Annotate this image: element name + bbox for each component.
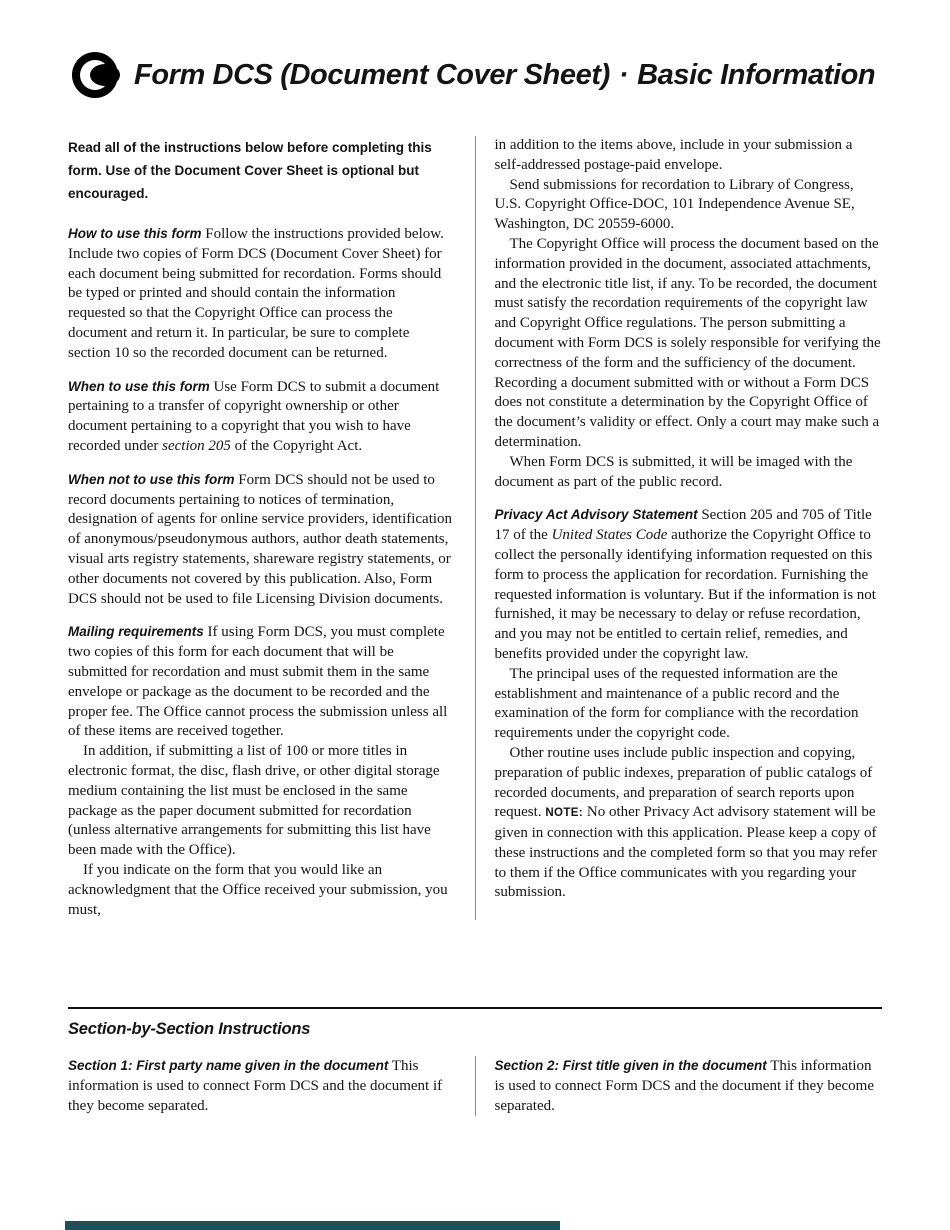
section-2-body: This information is used to connect Form DCS and the document if they become separated.: [494, 1058, 875, 1114]
section-1-heading: Section 1: First party name given in the document: [68, 1058, 389, 1073]
horizontal-rule: [68, 1007, 882, 1009]
privacy-act-heading: Privacy Act Advisory Statement: [494, 507, 698, 523]
when-not-to-use-paragraph: [68, 470, 456, 610]
page-title: [134, 59, 875, 92]
intro-paragraph: Read all of the instructions below before completing this form. Use of the Document Cover Sheet is optional but encouraged.: [68, 140, 432, 201]
logo-c-counter: [90, 64, 120, 86]
other-uses-paragraph: [495, 744, 883, 903]
section-1-paragraph: [68, 1056, 456, 1116]
copyright-office-logo-icon: [72, 52, 118, 98]
section-by-section-heading: Section-by-Section Instructions: [68, 1020, 311, 1038]
mailing-requirements-body: If using Form DCS, you must complete two copies of this form for each document that will be submitted for recordation and must submit them in the same envelope or package as the document to be recorded and the proper fee. The Office cannot process the submission unless all of these items are received together.: [68, 624, 448, 740]
imaged-paragraph: When Form DCS is submitted, it will be imaged with the document as part of the public record.: [494, 453, 853, 490]
header: [72, 52, 882, 98]
instructions-columns: [68, 136, 882, 920]
addition-paragraph: In addition, if submitting a list of 100 or more titles in electronic format, the disc, flash drive, or other digital storage medium containing the list must be enclosed in the same package as the paper document submitted for recordation (unless alternative arrangements for submitting this list have been made with the Office).: [68, 743, 440, 859]
principal-uses-paragraph: The principal uses of the requested information are the establishment and maintenance of a public record and the examination of the form for compliance with the recordation requirements under the copyright code.: [494, 665, 859, 742]
processing-paragraph: The Copyright Office will process the document based on the information provided in the document, associated attachments, and the electronic title list, if any. To be recorded, the document must satisfy the recordation requirements of the copyright law and Copyright Office regulations. The person submitting a document with Form DCS is solely responsible for verifying the correctness of the form and the sufficiency of the document. Recording a document submitted with or without a Form DCS does not constitute a determination by the Copyright Office of the document’s validity or effect. Only a court may make such a determination.: [494, 235, 881, 450]
when-to-use-paragraph: [68, 377, 456, 457]
section-2-column: [476, 1056, 883, 1116]
when-to-use-heading: When to use this form: [68, 378, 210, 394]
when-to-use-em: section 205: [162, 437, 231, 454]
section-2-heading: Section 2: First title given in the document: [494, 1058, 767, 1073]
right-column: [476, 136, 883, 920]
section-1-column: [68, 1056, 475, 1116]
when-to-use-body-1: Use Form DCS to submit a document pertaining to a transfer of copyright ownership or other document pertaining to a copyright that you wish to have recorded under: [68, 378, 440, 454]
when-not-to-use-heading: When not to use this form: [68, 471, 235, 487]
how-to-use-body: Follow the instructions provided below. Include two copies of Form DCS (Document Cover Sheet) for each document being submitted for recordation. Forms should be typed or printed and should contain the information requested so that the Copyright Office can process the document and return it. In particular, be sure to complete section 10 so the recorded document can be returned.: [68, 226, 444, 361]
continuation-paragraph: in addition to the items above, include in your submission a self-addressed postage-paid envelope.: [494, 137, 853, 173]
when-to-use-body-2: of the Copyright Act.: [230, 437, 363, 454]
other-uses-body-1: Other routine uses include public inspection and copying, preparation of public indexes, preparation of public catalogs of recorded documents, and preparation of search reports upon request.: [494, 744, 873, 821]
mailing-requirements-heading: Mailing requirements: [68, 624, 204, 640]
mailing-requirements-paragraph: [68, 622, 456, 742]
note-label: NOTE:: [545, 807, 584, 820]
how-to-use-heading: How to use this form: [68, 226, 202, 241]
section-by-section: [68, 1007, 882, 1116]
section-1-body: This information is used to connect Form DCS and the document if they become separated.: [68, 1058, 443, 1114]
privacy-act-paragraph: [495, 505, 883, 664]
other-uses-body-2: No other Privacy Act advisory statement will be given in connection with this application. Please keep a copy of these instructions and the completed form so that you may refer to them if the Office communicates with you regarding your submission.: [494, 804, 877, 901]
privacy-act-em: United States Code: [551, 527, 668, 544]
form-subtitle: Basic Information: [637, 58, 876, 91]
send-submissions-paragraph: Send submissions for recordation to Library of Congress, U.S. Copyright Office-DOC, 101 Independence Avenue SE, Washington, DC 20559-6000.: [494, 176, 855, 233]
form-title: Form DCS (Document Cover Sheet): [134, 58, 610, 91]
section-2-paragraph: [495, 1056, 883, 1116]
when-not-to-use-body: Form DCS should not be used to record documents pertaining to notices of termination, designation of agents for online service providers, identification of anonymous/pseudonymous authors, author death statements, visual arts registry statements, shareware registry statements, or other documents not covered by this publication. Also, Form DCS should not be used to file Licensing Division documents.: [68, 471, 453, 607]
privacy-act-body-1: Section 205 and 705 of Title 17 of the: [494, 507, 872, 544]
privacy-act-body-2: authorize the Copyright Office to collect the personally identifying information requested on this form to process the application for recordation. Furnishing the requested information is voluntary. But if the information is not furnished, it may be necessary to delay or refuse recordation, and you may not be entitled to certain relief, remedies, and benefits provided under the copyright law.: [494, 527, 876, 662]
acknowledgment-paragraph: If you indicate on the form that you would like an acknowledgment that the Office received your submission, you must,: [68, 861, 448, 918]
footer-bar: [65, 1221, 560, 1230]
left-column: [68, 136, 475, 920]
title-separator: ·: [618, 58, 629, 91]
section-by-section-columns: [68, 1056, 882, 1116]
how-to-use-paragraph: [68, 224, 456, 364]
